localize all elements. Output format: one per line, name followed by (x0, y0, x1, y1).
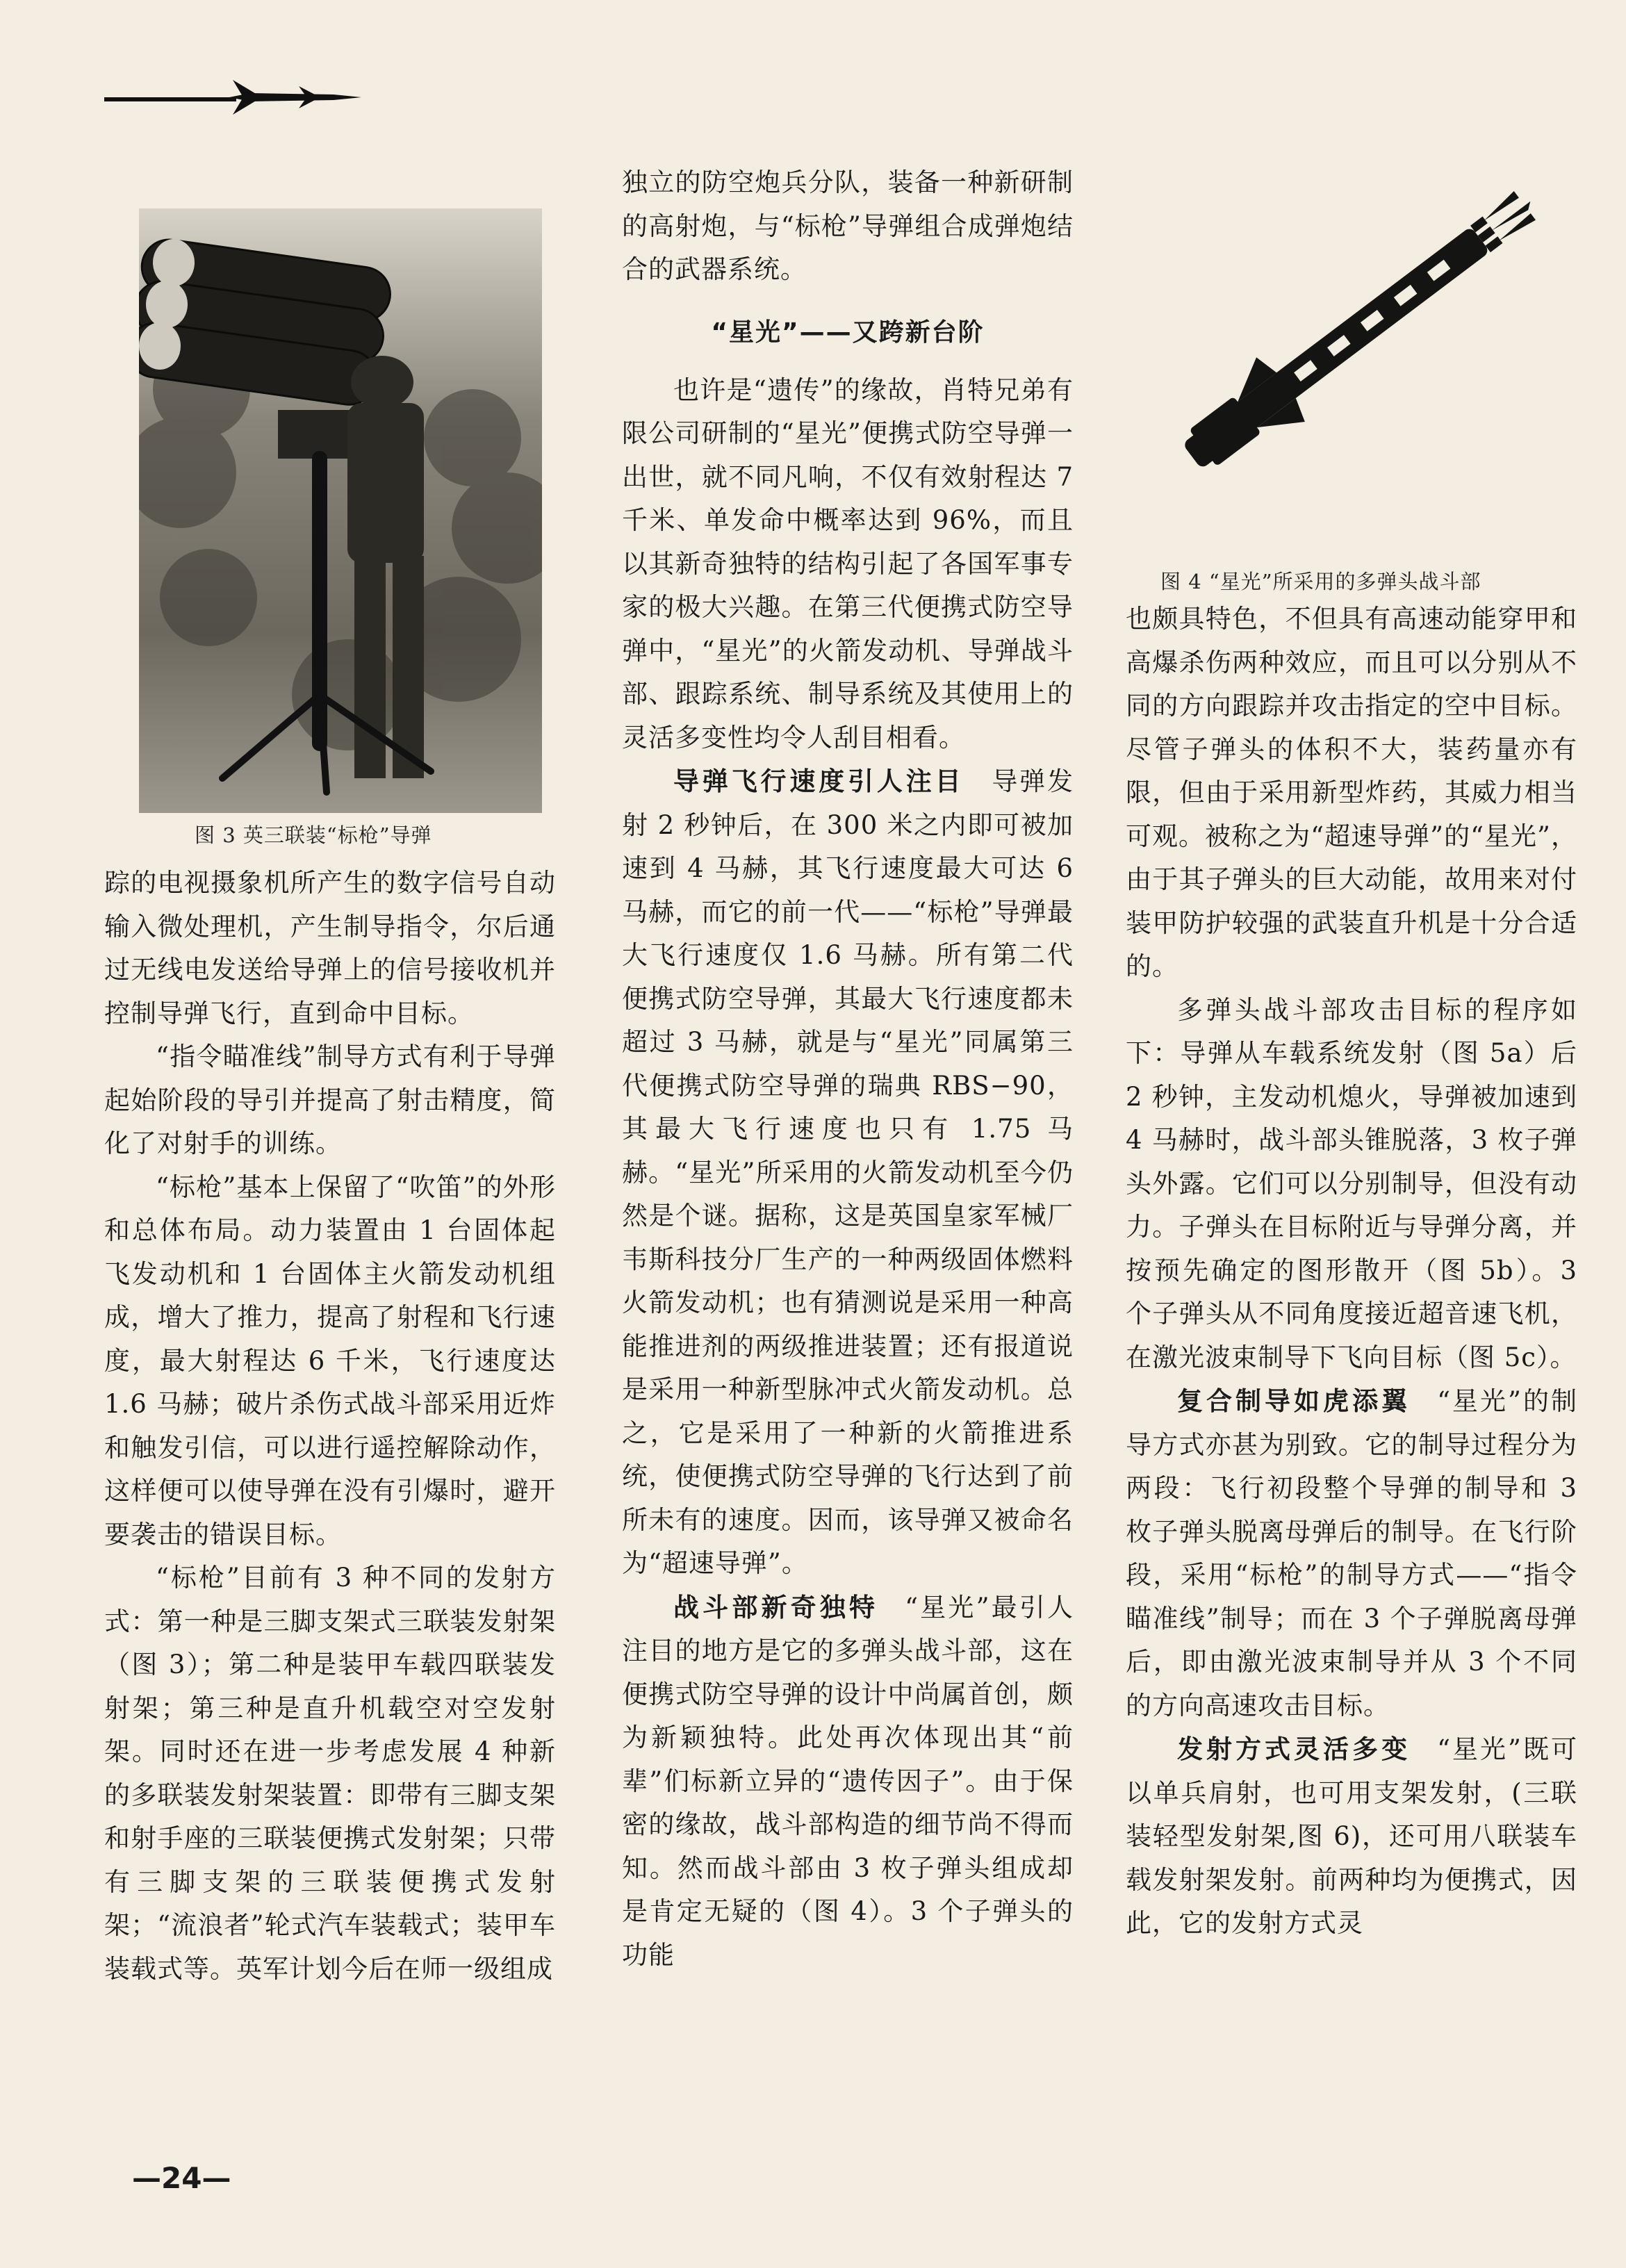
col1-paragraph-1: 踪的电视摄象机所产生的数字信号自动输入微处理机，产生制导指令，尔后通过无线电发送给导弹上的信号接收机并控制导弹飞行，直到命中目标。 (104, 868, 556, 1028)
column-1 (104, 862, 556, 1991)
col3-paragraph-3-text: “星光”的制导方式亦甚为别致。它的制导过程分为两段：飞行初段整个导弹的制导和 3 枚子弹头脱离母弹后的制导。在飞行阶段，采用“标枪”的制导方式——“指令瞄准线”制导；而在 3 个子弹脱离母弹后，即由激光波束制导并从 3 个不同的方向高速攻击目标。 (1126, 1386, 1578, 1720)
col3-paragraph-1: 也颇具特色，不但具有高速动能穿甲和高爆杀伤两种效应，而且可以分别从不同的方向跟踪并攻击指定的空中目标。尽管子弹头的体积不大，装药量亦有限，但由于采用新型炸药，其威力相当可观。被称之为“超速导弹”的“星光”，由于其子弹头的巨大动能，故用来对付装甲防护较强的武装直升机是十分合适的。 (1126, 604, 1577, 981)
col3-paragraph-2: 多弹头战斗部攻击目标的程序如下：导弹从车载系统发射（图 5a）后 2 秒钟，主发动机熄火，导弹被加速到 4 马赫时，战斗部头锥脱落，3 枚子弹头外露。它们可以分别制导，但没有动力。子弹头在目标附近与导弹分离，并按预先确定的图形散开（图 5b）。3 个子弹头从不同角度接近超音速飞机，在激光波束制导下飞向目标（图 5c）。 (1126, 994, 1577, 1372)
col3-paragraph-3 (1126, 1379, 1577, 1727)
figure-4-missile-illustration (1126, 174, 1570, 507)
subhead-warhead: 战斗部新奇独特 (673, 1591, 879, 1622)
col3-paragraph-4-text: “星光”既可以单兵肩射，也可用支架发射，(三联装轻型发射架,图 6)，还可用八联装车载发射架发射。前两种均为便携式，因此，它的发射方式灵 (1126, 1734, 1578, 1938)
subhead-launch-modes: 发射方式灵活多变 (1177, 1734, 1411, 1764)
missile-emblem-icon (229, 76, 368, 118)
col2-paragraph-3 (622, 759, 1074, 1586)
col2-paragraph-4-text: “星光”最引人注目的地方是它的多弹头战斗部，这在便携式防空导弹的设计中尚属首创，颇为新颖独特。此处再次体现出其“前辈”们标新立异的“遗传因子”。由于保密的缘故，战斗部构造的细节尚不得而知。然而战斗部由 3 枚子弹头组成却是肯定无疑的（图 4）。3 个子弹头的功能 (622, 1592, 1074, 1970)
subhead-flight-speed: 导弹飞行速度引人注目 (673, 766, 964, 796)
header-rule (104, 97, 236, 101)
figure-4-caption: 图 4 “星光”所采用的多弹头战斗部 (1160, 570, 1481, 593)
subhead-guidance: 复合制导如虎添翼 (1177, 1386, 1411, 1416)
col1-paragraph-2: “指令瞄准线”制导方式有利于导弹起始阶段的导引并提高了射击精度，简化了对射手的训练。 (104, 1042, 556, 1158)
column-2 (622, 161, 1074, 1977)
section-title: “星光”——又跨新台阶 (711, 318, 985, 347)
col2-paragraph-3-text: 导弹发射 2 秒钟后，在 300 米之内即可被加速到 4 马赫，其飞行速度最大可达 6 马赫，而它的前一代——“标枪”导弹最大飞行速度仅 1.6 马赫。所有第二代便携式防空导弹，其最大飞行速度都未超过 3 马赫，就是与“星光”同属第三代便携式防空导弹的瑞典 RBS−90，其最大飞行速度也只有 1.75 马赫。“星光”所采用的火箭发动机至今仍然是个谜。据称，这是英国皇家军械厂韦斯科技分厂生产的一种两级固体燃料火箭发动机；也有猜测说是采用一种高能推进剂的两级推进装置；还有报道说是采用一种新型脉冲式火箭发动机。总之，它是采用了一种新的火箭推进系统，使便携式防空导弹的飞行达到了前所未有的速度。因而，该导弹又被命名为“超速导弹”。 (622, 766, 1074, 1578)
figure-3-photo (139, 208, 542, 813)
figure-3-caption: 图 3 英三联装“标枪”导弹 (195, 823, 432, 847)
col3-paragraph-4 (1126, 1727, 1577, 1946)
col2-paragraph-4 (622, 1586, 1074, 1978)
col2-paragraph-1: 独立的防空炮兵分队，装备一种新研制的高射炮，与“标枪”导弹组合成弹炮结合的武器系统。 (622, 167, 1074, 284)
column-3 (1126, 598, 1577, 1946)
col1-paragraph-3: “标枪”基本上保留了“吹笛”的外形和总体布局。动力装置由 1 台固体起飞发动机和 1 台固体主火箭发动机组成，增大了推力，提高了射程和飞行速度，最大射程达 6 千米，飞行速度达 1.6 马赫；破片杀伤式战斗部采用近炸和触发引信，可以进行遥控解除动作，这样便可以使导弹在没有引爆时，避开要袭击的错误目标。 (104, 1172, 556, 1550)
page-number: —24— (132, 2161, 231, 2195)
col1-paragraph-4: “标枪”目前有 3 种不同的发射方式：第一种是三脚支架式三联装发射架（图 3）；第二种是装甲车载四联装发射架；第三种是直升机载空对空发射架。同时还在进一步考虑发展 4 种新的多联装发射架装置：即带有三脚支架和射手座的三联装便携式发射架；只带有三脚支架的三联装便携式发射架；“流浪者”轮式汽车装载式；装甲车装载式等。英军计划今后在师一级组成 (104, 1563, 556, 1984)
col2-paragraph-2: 也许是“遗传”的缘故，肖特兄弟有限公司研制的“星光”便携式防空导弹一出世，就不同凡响，不仅有效射程达 7 千米、单发命中概率达到 96%，而且以其新奇独特的结构引起了各国军事专家的极大兴趣。在第三代便携式防空导弹中，“星光”的火箭发动机、导弹战斗部、跟踪系统、制导系统及其使用上的灵活多变性均令人刮目相看。 (622, 375, 1074, 753)
